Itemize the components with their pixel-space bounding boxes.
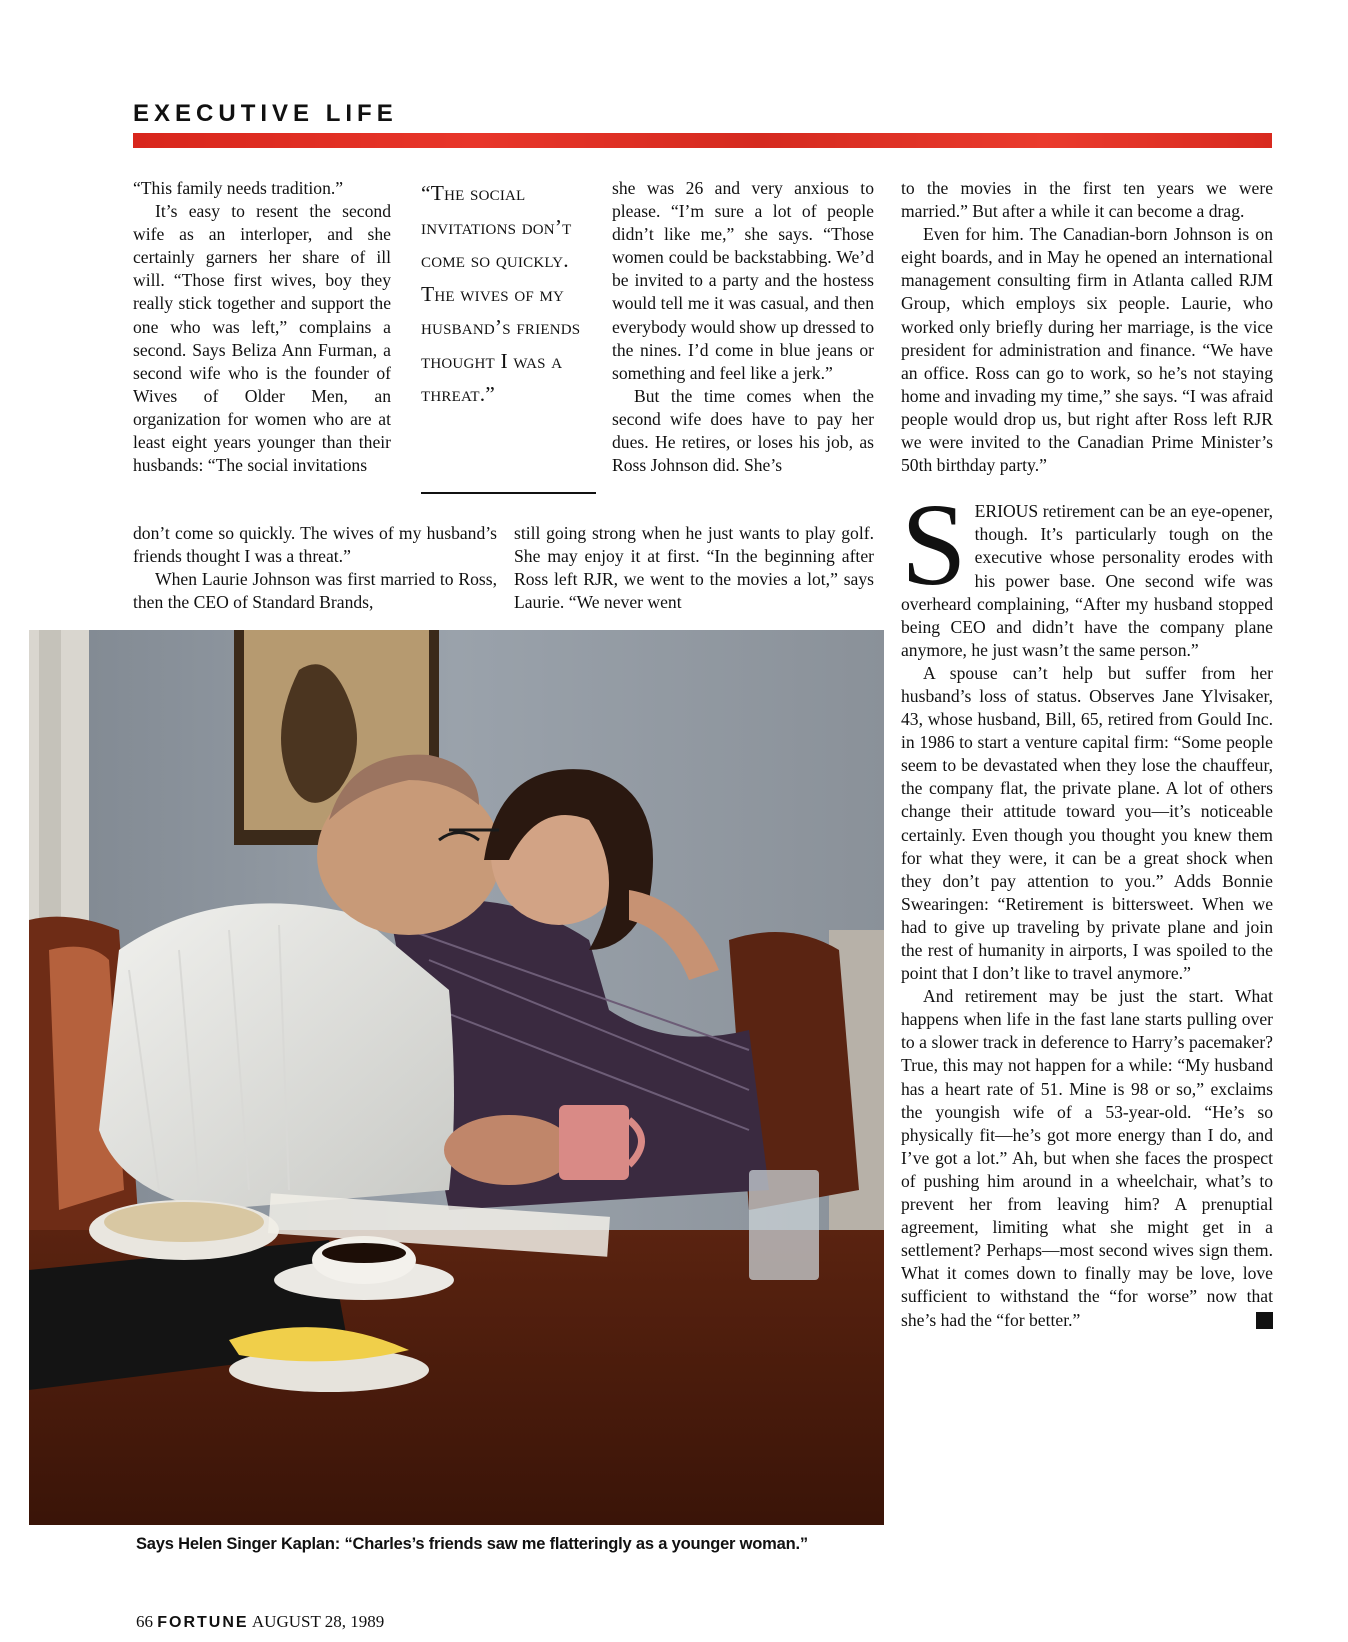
paragraph: “This family needs tradition.” bbox=[133, 178, 344, 198]
photo-caption: Says Helen Singer Kaplan: “Charles’s friends saw me flatteringly as a younger woman.” bbox=[136, 1535, 808, 1553]
paragraph-text: ERIOUS retirement can be an eye-opener, though. It’s particularly tough on the executive whose personality erodes with his power base. One second wife was overheard complaining, “After my husband stopped being CEO and didn’t have the company plane anymore, he just wasn’t the same person.” bbox=[901, 501, 1273, 660]
page-number: 66 bbox=[136, 1612, 153, 1631]
photo-illustration bbox=[29, 630, 884, 1525]
article-photo bbox=[29, 630, 884, 1525]
end-mark-icon: F bbox=[1256, 1312, 1273, 1329]
paragraph: When Laurie Johnson was first married to Ross, then the CEO of Standard Brands, bbox=[133, 569, 497, 613]
article-column-3 bbox=[612, 177, 874, 477]
paragraph: to the movies in the first ten years we were married.” But after a while it can become a drag. bbox=[901, 178, 1273, 222]
paragraph: Even for him. The Canadian-born Johnson is on eight boards, and in May he opened an international management consulting firm in Atlanta called RJM Group, which employs six people. Laurie, who worked only briefly during her marriage, is the vice president for administration and finance. “We have an office. Ross can go to work, so he’s not staying home and invading my time,” she says. “I was afraid people would drop us, but right after Ross left RJR we were invited to the Canadian Prime Minister’s 50th birthday party.” bbox=[901, 224, 1273, 476]
paragraph-with-dropcap bbox=[901, 479, 1273, 662]
paragraph-text: And retirement may be just the start. What happens when life in the fast lane starts pulling over to a slower track in deference to Harry’s pacemaker? True, this may not happen for a while: “My husband has a heart rate of 51. Mine is 98 or so,” exclaims the youngish wife of a 53-year-old. “He’s so physically fit—he’s got more energy than I do, and I’ve got a lot.” Ah, but when she faces the prospect of pushing him around in a wheelchair, what’s to prevent her from leaving him? A prenuptial agreement, limiting what she might get in a settlement? Perhaps—most second wives sign them. What it comes down to finally may be love, love sufficient to withstand the “for worse” now that she’s had the “for better.” bbox=[901, 986, 1273, 1330]
paragraph: don’t come so quickly. The wives of my husband’s friends thought I was a threat.” bbox=[133, 523, 497, 567]
pull-quote bbox=[421, 177, 596, 412]
magazine-brand: FORTUNE bbox=[157, 1614, 249, 1631]
issue-date: AUGUST 28, 1989 bbox=[251, 1612, 385, 1631]
header-red-rule bbox=[133, 133, 1272, 148]
page-footer bbox=[136, 1612, 384, 1632]
paragraph bbox=[901, 985, 1286, 1331]
article-column-1 bbox=[133, 177, 391, 477]
drop-cap: S bbox=[901, 479, 967, 611]
paragraph: she was 26 and very anxious to please. “I’m sure a lot of people didn’t like me,” she says. “Those women could be backstabbing. We’d be invited to a party and the hostess would tell me it was casual, and then everybody would show up dressed to the nines. I’d come in blue jeans or something and feel like a jerk.” bbox=[612, 178, 874, 383]
section-title: EXECUTIVE LIFE bbox=[133, 100, 398, 127]
paragraph: But the time comes when the second wife does have to pay her dues. He retires, or loses his job, as Ross Johnson did. She’s bbox=[612, 385, 874, 476]
article-column-1-continued bbox=[133, 522, 497, 614]
paragraph: It’s easy to resent the second wife as an interloper, and she certainly garners her share of ill will. “Those first wives, boy they really stick together and support the one who was left,” complains a second. Says Beliza Ann Furman, a second wife who is the founder of Wives of Older Men, an organization for women who are at least eight years younger than their husbands: “The social invitations bbox=[133, 201, 391, 476]
article-column-4 bbox=[901, 177, 1286, 1332]
pull-quote-text: “The social invitations don’t come so quickly. The wives of my husband’s friends thought I was a threat.” bbox=[421, 181, 581, 406]
paragraph: still going strong when he just wants to play golf. She may enjoy it at first. “In the beginning after Ross left RJR, we went to the movies a lot,” says Laurie. “We never went bbox=[514, 523, 874, 613]
pull-quote-rule bbox=[421, 492, 596, 494]
article-column-3-continued bbox=[514, 522, 874, 614]
paragraph: A spouse can’t help but suffer from her husband’s loss of status. Observes Jane Ylvisaker, 43, whose husband, Bill, 65, retired from Gould Inc. in 1986 to start a venture capital firm: “Some people seem to be devastated when they lose the chauffeur, the company flat, the private plane. A lot of others change their attitude toward you—it’s noticeable certainly. Even though you thought you knew them for what they were, it can be a great shock when they don’t pay attention to you.” Adds Bonnie Swearingen: “Retirement is bittersweet. When we had to give up traveling by private plane and join the rest of humanity in airports, I was spoiled to the point that I don’t like to travel anymore.” bbox=[901, 662, 1273, 984]
